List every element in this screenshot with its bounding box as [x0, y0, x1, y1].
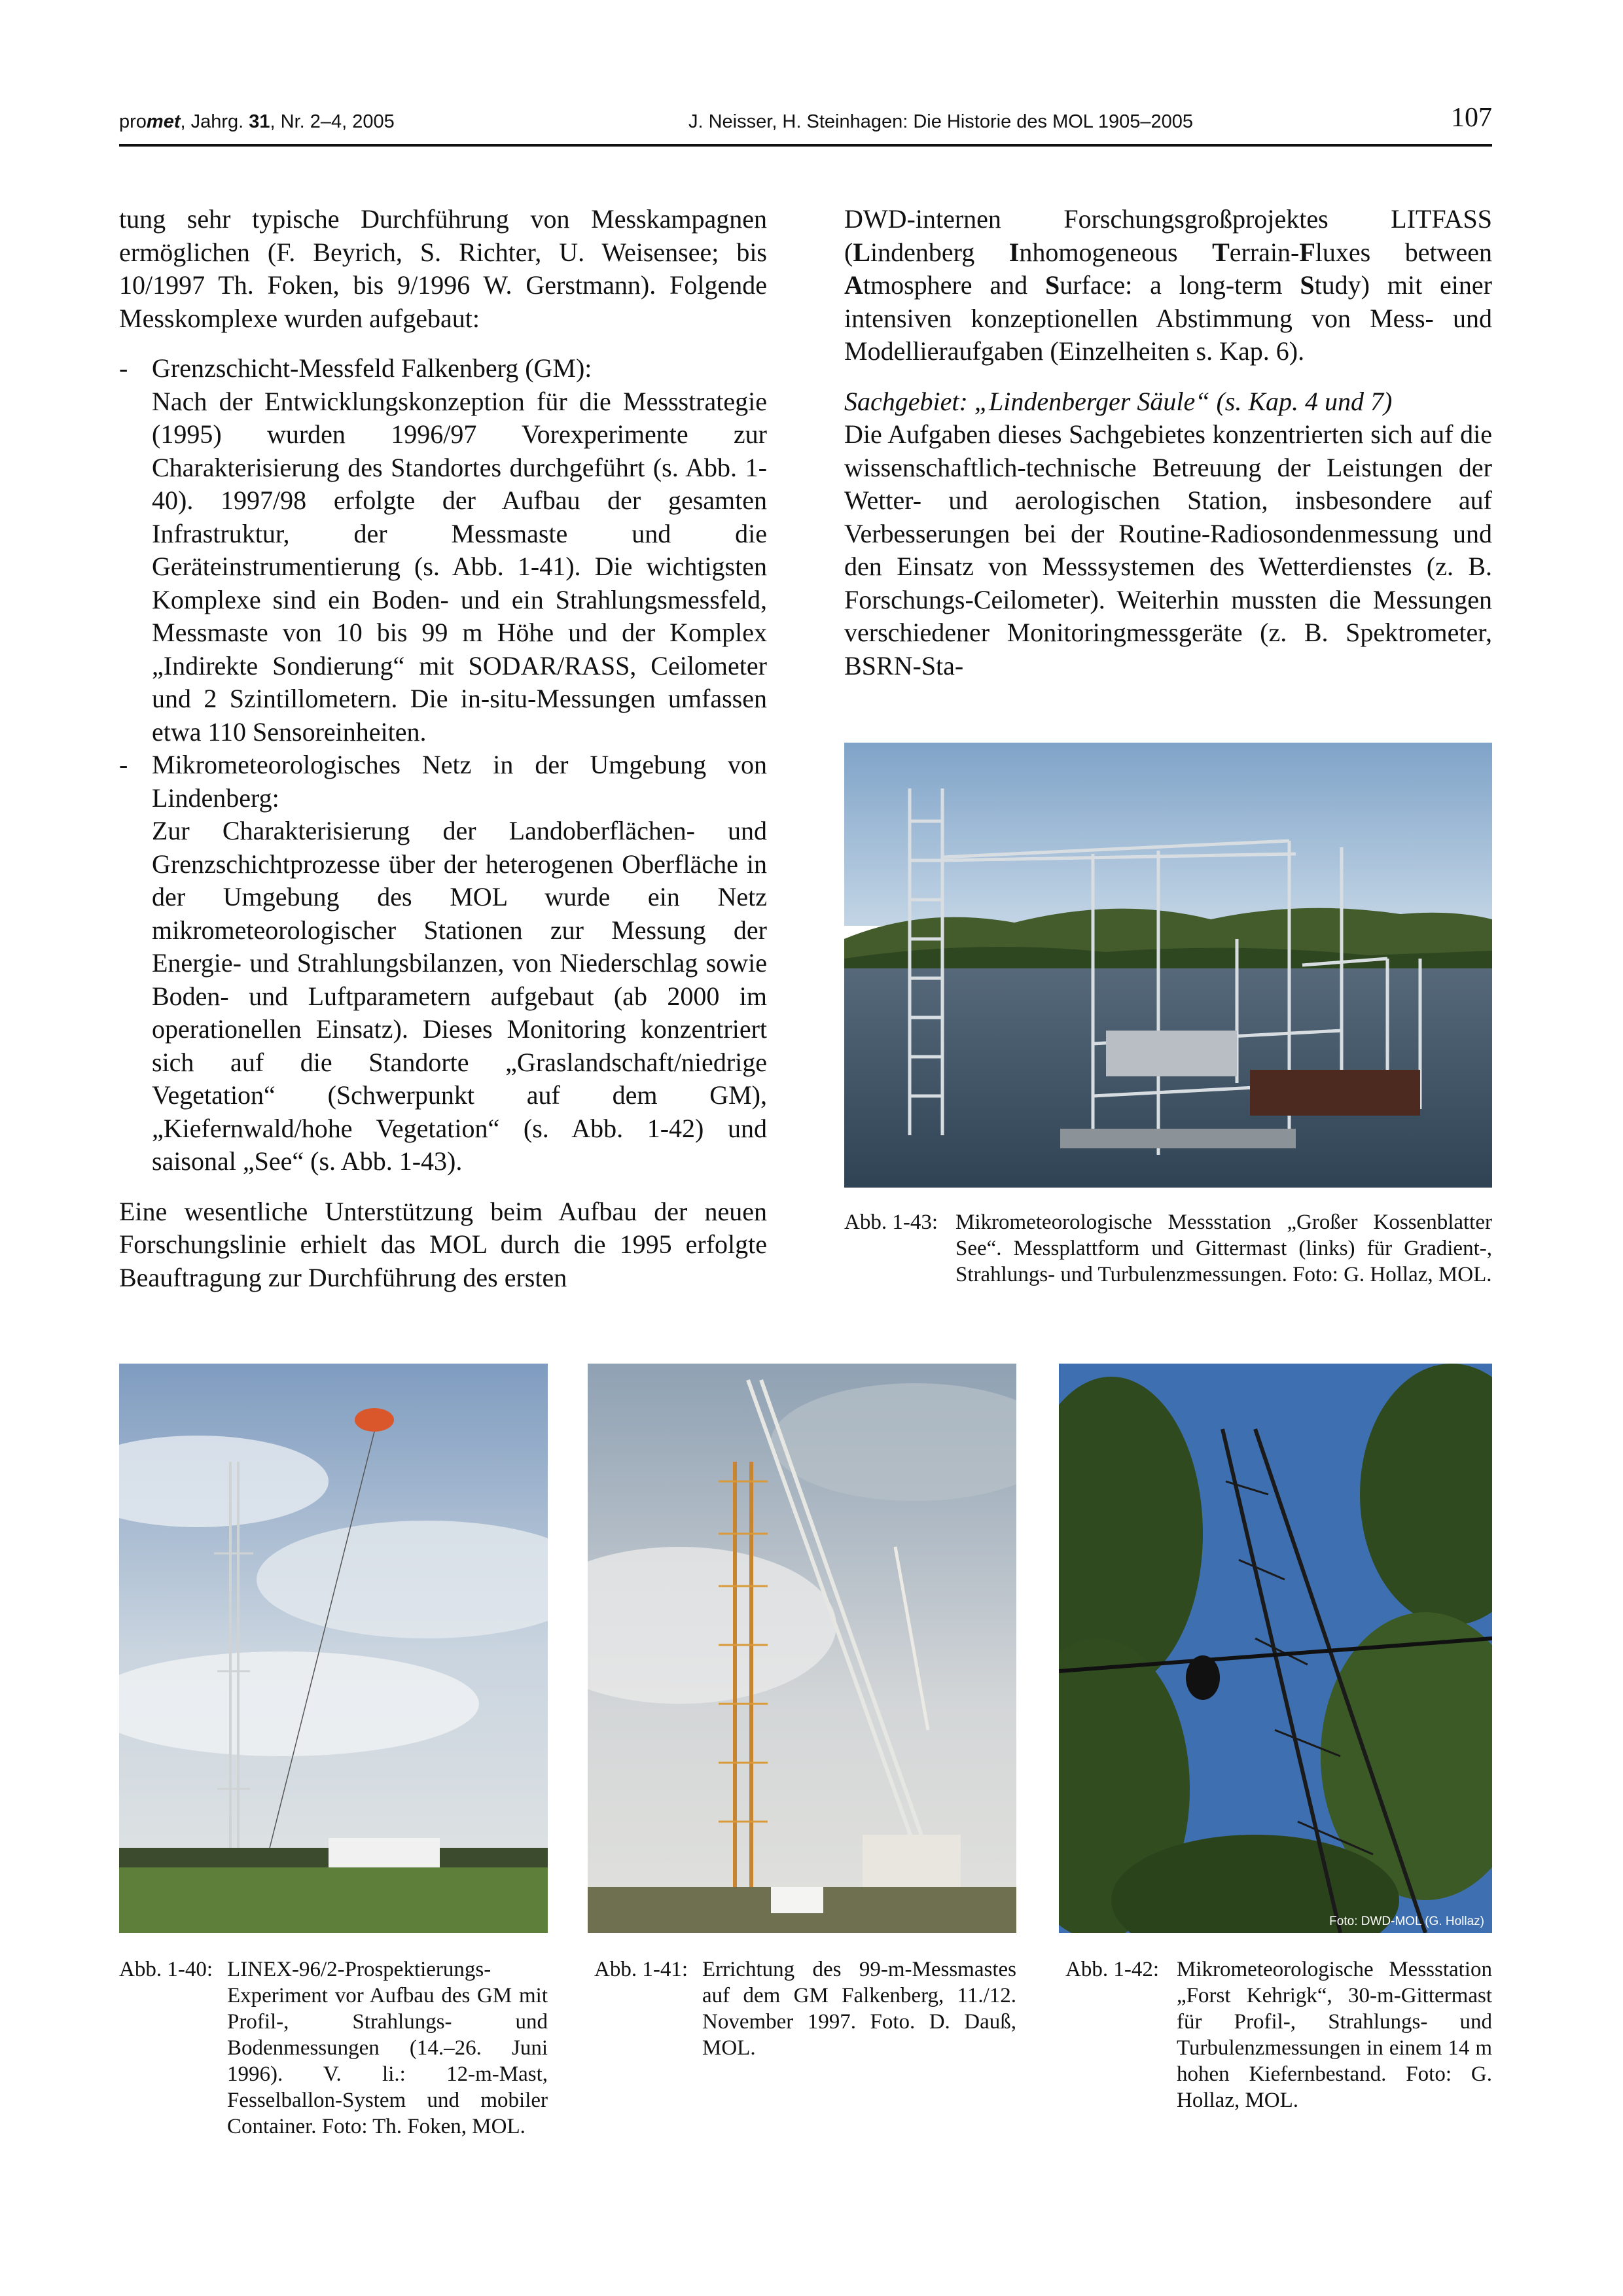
- figure-label: Abb. 1-43:: [844, 1210, 938, 1234]
- list-item: [119, 352, 767, 749]
- figure-1-42-caption: [1065, 1956, 1492, 2113]
- section-subheading: Sachgebiet: „Lindenberger Säule“ (s. Kap. 4 und 7): [844, 386, 1393, 416]
- journal-issue: , Nr. 2–4, 2005: [270, 111, 395, 132]
- page-header: [119, 98, 1492, 147]
- caption-text: Mikrometeorologische Messstation „Forst Kehrigk“, 30-m-Gittermast für Profil-, Strahlungs- und Turbulenzmessungen in einem 14 m hohen Kiefernbestand. Foto: G. Hollaz, MOL.: [1177, 1958, 1492, 2112]
- figure-label: Abb. 1-41:: [594, 1958, 688, 1981]
- bullet-1-text: Nach der Entwicklungskonzeption für die Messstrategie (1995) wurden 1996/97 Vorexperimente zur Charakterisierung des Standortes durchgeführt (s. Abb. 1-40). 1997/98 erfolgte der Aufbau der gesamten Infrastruktur, der Messmaste und die Geräteinstrumentierung (s. Abb. 1-41). Die wichtigsten Komplexe sind ein Boden- und ein Strahlungsmessfeld, Messmaste von 10 bis 99 m Höhe und der Komplex „Indirekte Sondierung“ mit SODAR/RASS, Ceilometer und 2 Szintillometern. Die in-situ-Messungen umfassen etwa 110 Sensoreinheiten.: [152, 386, 767, 747]
- outro-paragraph: Eine wesentliche Unterstützung beim Aufbau der neuen Forschungslinie erhielt das MOL durch die 1995 erfolgte Beauftragung zur Durchführung des ersten: [119, 1196, 767, 1292]
- left-column: [119, 203, 767, 1294]
- figure-1-40-caption: [119, 1956, 548, 2140]
- figure-1-43-caption: [844, 1209, 1492, 1288]
- figure-label: Abb. 1-40:: [119, 1958, 213, 1981]
- figure-1-40-photo: [119, 1364, 548, 1933]
- figure-1-41-photo: [588, 1364, 1016, 1933]
- crane-photo: [588, 1364, 1016, 1933]
- right-column: [844, 203, 1492, 682]
- caption-text: Errichtung des 99-m-Messmastes auf dem GM Falkenberg, 11./12. November 1997. Foto. D. Dauß, MOL.: [702, 1958, 1016, 2060]
- journal-name-bold: met: [146, 111, 181, 132]
- running-title: J. Neisser, H. Steinhagen: Die Historie des MOL 1905–2005: [688, 111, 1194, 132]
- litfass-paragraph: DWD-internen Forschungsgroßprojektes LITFASS (Lindenberg Inhomogeneous Terrain-Fluxes between Atmosphere and Surface: a long-term Study) mit einer intensiven konzeptionellen Abstimmung von Mess- und Modellieraufgaben (Einzelheiten s. Kap. 6).: [844, 204, 1493, 366]
- figure-1-42-photo: [1059, 1364, 1492, 1933]
- bullet-2-title: Mikrometeorologisches Netz in der Umgebung von Lindenberg:: [152, 750, 767, 813]
- journal-volume: 31: [249, 111, 270, 132]
- figure-1-41-caption: [594, 1956, 1016, 2061]
- bullet-1-title: Grenzschicht-Messfeld Falkenberg (GM):: [152, 353, 592, 383]
- journal-name-prefix: pro: [119, 111, 147, 132]
- section-paragraph: Die Aufgaben dieses Sachgebietes konzentrierten sich auf die wissenschaftlich-technische Betreuung der Leistungen der Wetter- und aerologischen Station, insbesondere auf Verbesserungen bei der Routine-Radiosondenmessung und den Einsatz von Messsystemen des Wetterdienstes (z. B. Forschungs-Ceilometer). Weiterhin mussten die Messungen verschiedener Monitoringmessgeräte (z. B. Spektrometer, BSRN-Sta-: [844, 419, 1492, 680]
- balloon-field-photo: [119, 1364, 548, 1933]
- list-item: [119, 749, 767, 1178]
- journal-reference: [119, 111, 395, 133]
- page-number: 107: [1451, 103, 1492, 133]
- bullet-dash: -: [119, 353, 128, 383]
- bullet-2-text: Zur Charakterisierung der Landoberflächen- und Grenzschichtprozesse über der heterogenen Oberfläche in der Umgebung des MOL wurde ein Netz mikrometeorologischer Stationen zur Messung der Energie- und Strahlungsbilanzen, von Niederschlag sowie Boden- und Luftparametern aufgebaut (ab 2000 im operationellen Einsatz). Dieses Monitoring konzentriert sich auf die Standorte „Graslandschaft/niedrige Vegetation“ (Schwerpunkt auf dem GM), „Kiefernwald/hohe Vegetation“ (s. Abb. 1-42) und saisonal „See“ (s. Abb. 1-43).: [152, 816, 767, 1176]
- figure-label: Abb. 1-42:: [1065, 1958, 1159, 1981]
- forest-mast-photo: [1059, 1364, 1492, 1933]
- lake-station-photo: [844, 743, 1492, 1188]
- photo-credit-overlay: Foto: DWD-MOL (G. Hollaz): [1329, 1915, 1484, 1928]
- caption-text: LINEX-96/2-Prospektierungs-Experiment vor Aufbau des GM mit Profil-, Strahlungs- und Bodenmessungen (14.–26. Juni 1996). V. li.: 12-m-Mast, Fesselballon-System und mobiler Container. Foto: Th. Foken, MOL.: [227, 1958, 548, 2138]
- caption-text: Mikrometeorologische Messstation „Großer Kossenblatter See“. Messplattform und Gittermast (links) für Gradient-, Strahlungs- und Turbulenzmessungen. Foto: G. Hollaz, MOL.: [955, 1210, 1492, 1286]
- bullet-dash: -: [119, 750, 128, 779]
- intro-paragraph: tung sehr typische Durchführung von Messkampagnen ermöglichen (F. Beyrich, S. Richter, U. Weisensee; bis 10/1997 Th. Foken, bis 9/1996 W. Gerstmann). Folgende Messkomplexe wurden aufgebaut:: [119, 204, 767, 333]
- journal-year: , Jahrg.: [180, 111, 249, 132]
- figure-1-43-photo: [844, 743, 1492, 1188]
